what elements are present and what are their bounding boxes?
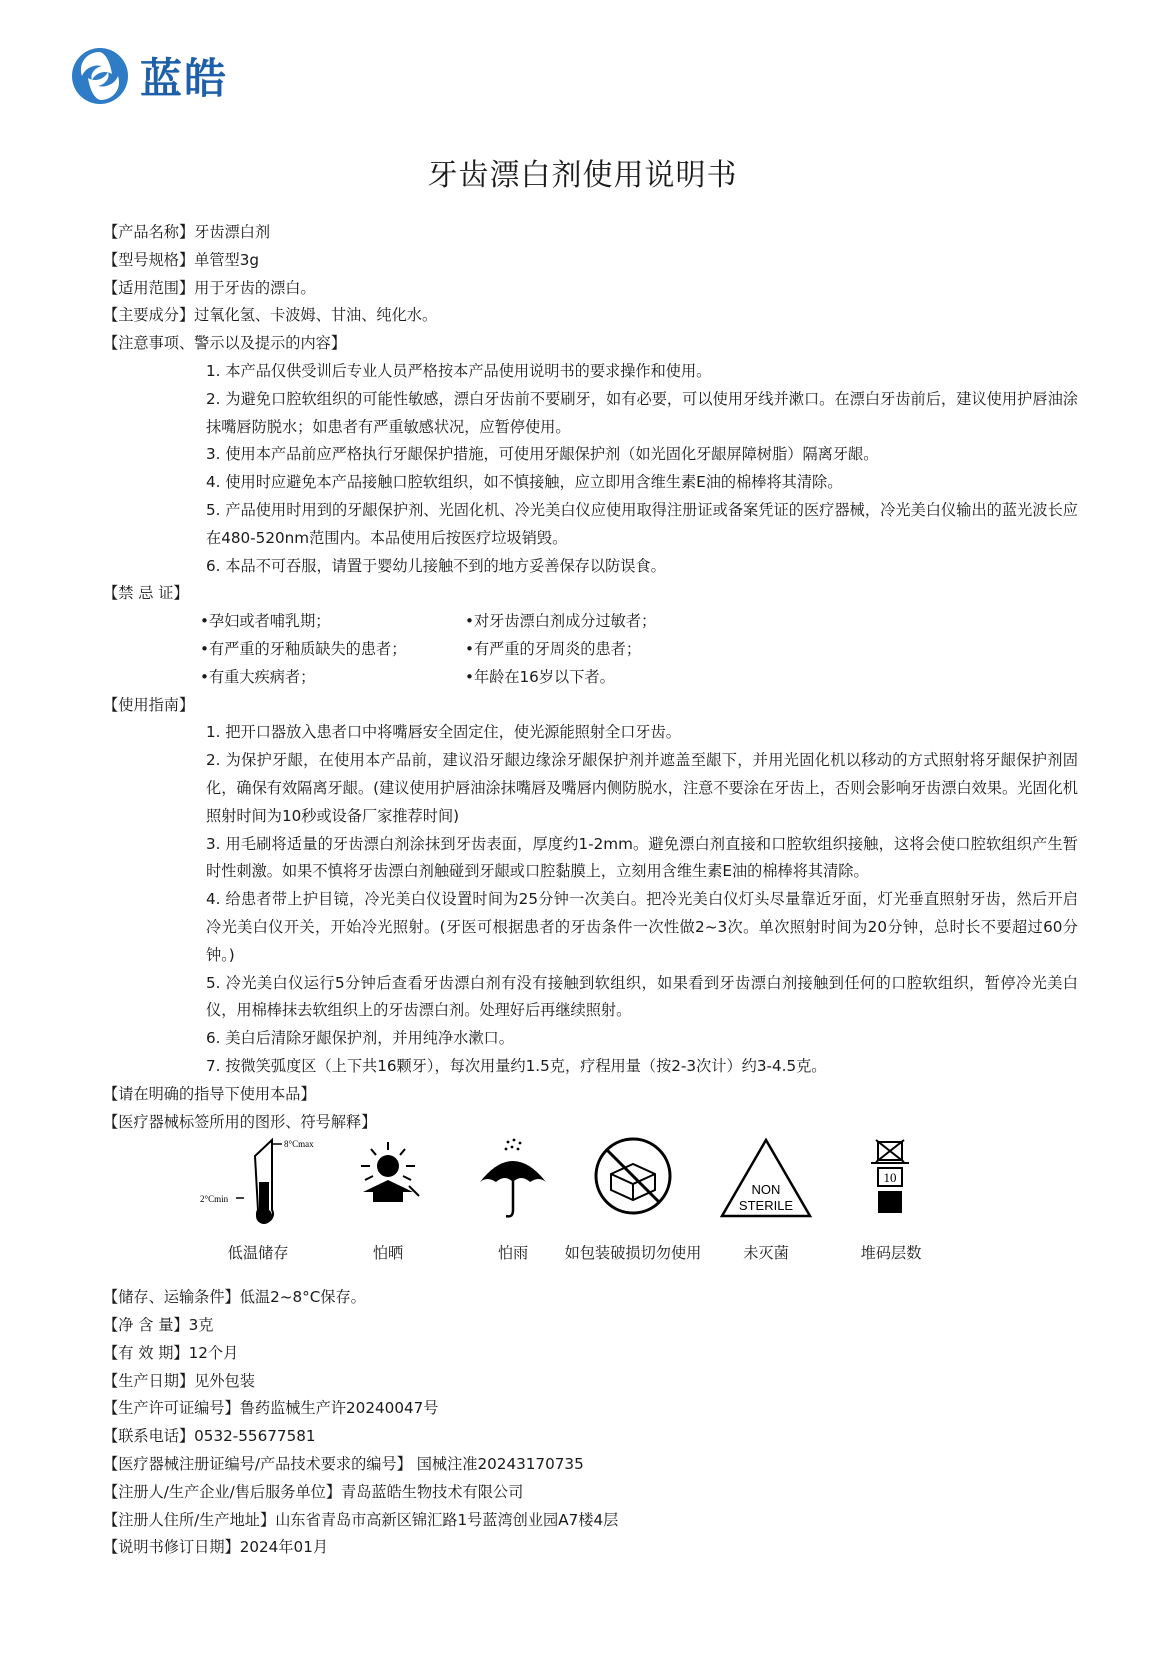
guide-item: 6. 美白后清除牙龈保护剂，并用纯净水漱口。: [206, 1029, 514, 1048]
contraindication-item: •有严重的牙釉质缺失的患者；: [200, 639, 407, 658]
info-label: 【医疗器械注册证编号/产品技术要求的编号】: [103, 1455, 412, 1474]
instruct-note: 【请在明确的指导下使用本品】: [103, 1084, 316, 1103]
sterile-text: STERILE: [738, 1198, 794, 1214]
info-row: [103, 1479, 1078, 1507]
info-value: 鲁药监械生产许20240047号: [239, 1399, 439, 1418]
info-label: 【说明书修订日期】: [103, 1538, 240, 1557]
guide-item: 4. 给患者带上护目镜，冷光美白仪设置时间为25分钟一次美白。把冷光美白仪灯头尽量靠近牙面，灯光垂直照射牙齿，然后开启冷光美白仪开关，开始冷光照射。(牙医可根据患者的牙齿条件一次性做2~3次。单次照射时间为20分钟，总时长不要超过60分钟。): [206, 890, 1078, 964]
guide-heading: 【使用指南】: [103, 695, 195, 714]
info-row: [103, 1395, 1078, 1423]
info-value: 用于牙齿的漂白。: [194, 278, 316, 297]
info-label: 【主要成分】: [103, 306, 195, 325]
brand-logo: [70, 46, 228, 106]
info-value: 12个月: [188, 1343, 239, 1362]
contraindication-row: [200, 664, 1078, 692]
info-value: 单管型3g: [194, 250, 259, 269]
info-row: [103, 1507, 1078, 1535]
document-body: [103, 219, 1078, 1562]
damaged-package-icon: [563, 1136, 703, 1236]
info-label: 【生产日期】: [103, 1371, 195, 1390]
info-label: 【净 含 量】: [103, 1316, 189, 1335]
thermometer-icon: [198, 1136, 318, 1236]
info-value: 0532-55677581: [194, 1427, 316, 1446]
info-row: [103, 1312, 1078, 1340]
symbol-label: 低温储存: [227, 1244, 289, 1263]
info-value: 青岛蓝皓生物技术有限公司: [341, 1482, 524, 1501]
contraindication-item: •年龄在16岁以下者。: [465, 667, 615, 686]
guide-item: 2. 为保护牙龈，在使用本产品前，建议沿牙龈边缘涂牙龈保护剂并遮盖至龈下，并用光固化机以移动的方式照射将牙龈保护剂固化，确保有效隔离牙龈。(建议使用护唇油涂抹嘴唇及嘴唇内侧防脱水，注意不要涂在牙齿上，否则会影响牙齿漂白效果。光固化机照射时间为10秒或设备厂家推荐时间): [206, 751, 1078, 825]
notes-item: 2. 为避免口腔软组织的可能性敏感，漂白牙齿前不要刷牙，如有必要，可以使用牙线并漱口。在漂白牙齿前后，建议使用护唇油涂抹嘴唇防脱水；如患者有严重敏感状况，应暂停使用。: [206, 389, 1078, 436]
info-value: 国械注准20243170735: [411, 1455, 584, 1474]
contraindications-heading: 【禁 忌 证】: [103, 584, 189, 603]
contraindication-row: [200, 608, 1078, 636]
min-temp-label: 2°Cmin: [200, 1194, 229, 1205]
brand-mark-icon: [70, 46, 130, 106]
info-value: 山东省青岛市高新区锦汇路1号蓝湾创业园A7楼4层: [275, 1510, 619, 1529]
info-row: [103, 247, 1078, 275]
sun-icon: [343, 1136, 433, 1236]
info-value: 3克: [188, 1316, 214, 1335]
max-temp-label: 8°Cmax: [284, 1139, 314, 1150]
info-label: 【注册人住所/生产地址】: [103, 1510, 276, 1529]
info-value: 低温2~8°C保存。: [239, 1288, 366, 1307]
symbol-label: 怕雨: [497, 1244, 529, 1263]
notes-item: 3. 使用本产品前应严格执行牙龈保护措施，可使用牙龈保护剂（如光固化牙龈屏障树脂）隔离牙龈。: [206, 445, 879, 464]
guide-item: 5. 冷光美白仪运行5分钟后查看牙齿漂白剂有没有接触到软组织，如果看到牙齿漂白剂接触到任何的口腔软组织，暂停冷光美白仪，用棉棒抹去软组织上的牙齿漂白剂。处理好后再继续照射。: [206, 973, 1078, 1020]
info-row: [103, 1534, 1078, 1562]
notes-heading: 【注意事项、警示以及提示的内容】: [103, 334, 346, 353]
info-label: 【有 效 期】: [103, 1343, 189, 1362]
contraindication-row: [200, 636, 1078, 664]
info-label: 【联系电话】: [103, 1427, 195, 1446]
info-label: 【适用范围】: [103, 278, 195, 297]
notes-item: 6. 本品不可吞服，请置于婴幼儿接触不到的地方妥善保存以防误食。: [206, 556, 666, 575]
non-text: NON: [751, 1182, 781, 1198]
info-row: [103, 1284, 1078, 1312]
info-label: 【储存、运输条件】: [103, 1288, 240, 1307]
symbol-label: 如包装破损切勿使用: [564, 1244, 702, 1263]
info-row: [103, 219, 1078, 247]
stacking-limit-icon: [851, 1136, 931, 1236]
info-label: 【型号规格】: [103, 250, 195, 269]
info-row: [103, 275, 1078, 303]
info-value: 牙齿漂白剂: [194, 223, 271, 241]
guide-item: 3. 用毛刷将适量的牙齿漂白剂涂抹到牙齿表面，厚度约1-2mm。避免漂白剂直接和口腔软组织接触，这将会使口腔软组织产生暂时性刺激。如果不慎将牙齿漂白剂触碰到牙龈或口腔黏膜上，立刻用含维生素E油的棉棒将其清除。: [206, 834, 1078, 881]
guide-item: 7. 按微笑弧度区（上下共16颗牙），每次用量约1.5克，疗程用量（按2-3次计）约3-4.5克。: [206, 1056, 827, 1075]
umbrella-icon: [468, 1136, 558, 1236]
page-title: 牙齿漂白剂使用说明书: [427, 158, 738, 193]
info-value: 过氧化氢、卡波姆、甘油、纯化水。: [194, 306, 438, 325]
info-value: 2024年01月: [239, 1538, 329, 1557]
info-row: [103, 1368, 1078, 1396]
info-value: 见外包装: [194, 1371, 255, 1390]
non-sterile-icon: [716, 1136, 816, 1236]
info-row: [103, 1340, 1078, 1368]
symbol-label: 未灭菌: [743, 1244, 789, 1263]
contraindication-item: •有重大疾病者；: [200, 667, 316, 686]
guide-item: 1. 把开口器放入患者口中将嘴唇安全固定住，使光源能照射全口牙齿。: [206, 723, 681, 742]
symbols-row: [103, 1136, 1078, 1284]
notes-item: 1. 本产品仅供受训后专业人员严格按本产品使用说明书的要求操作和使用。: [206, 361, 712, 380]
contraindication-item: •孕妇或者哺乳期；: [200, 612, 331, 631]
info-row: [103, 1423, 1078, 1451]
info-label: 【注册人/生产企业/售后服务单位】: [103, 1482, 342, 1501]
info-row: [103, 302, 1078, 330]
notes-item: 4. 使用时应避免本产品接触口腔软组织，如不慎接触，应立即用含维生素E油的棉棒将其清除。: [206, 473, 843, 492]
brand-name: 蓝皓: [140, 54, 229, 103]
symbol-label: 堆码层数: [860, 1244, 922, 1263]
contraindication-item: •对牙齿漂白剂成分过敏者；: [465, 612, 657, 631]
notes-item: 5. 产品使用时用到的牙龈保护剂、光固化机、冷光美白仪应使用取得注册证或备案凭证的医疗器械，冷光美白仪输出的蓝光波长应在480-520nm范围内。本品使用后按医疗垃圾销毁。: [206, 500, 1078, 547]
symbols-heading: 【医疗器械标签所用的图形、符号解释】: [103, 1112, 377, 1131]
contraindication-item: •有严重的牙周炎的患者；: [465, 639, 642, 658]
symbol-label: 怕晒: [372, 1244, 404, 1263]
info-row: [103, 1451, 1078, 1479]
stack-number: 10: [883, 1170, 897, 1186]
info-label: 【生产许可证编号】: [103, 1399, 240, 1418]
info-label: 【产品名称】: [103, 223, 195, 241]
